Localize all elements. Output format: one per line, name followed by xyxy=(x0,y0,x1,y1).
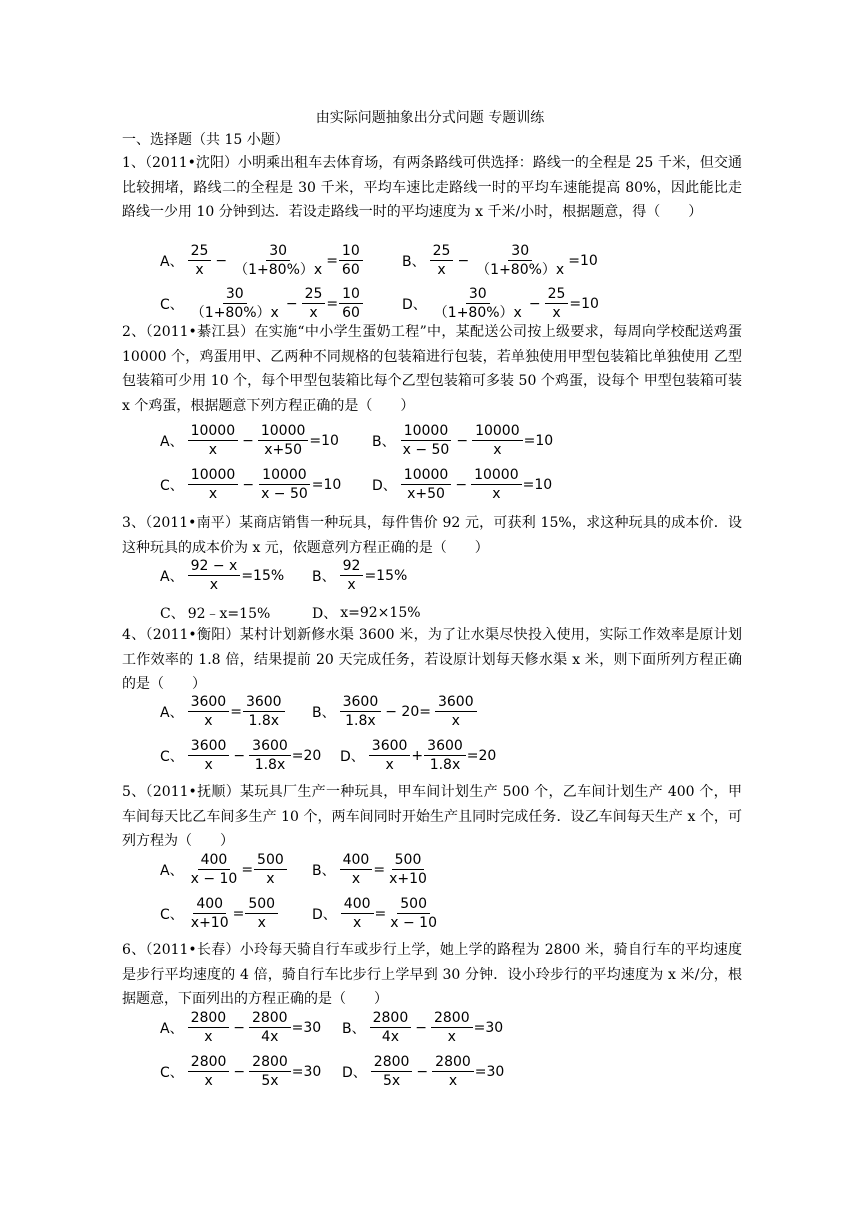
fraction-numerator: 25 xyxy=(188,243,212,261)
fraction xyxy=(188,243,212,278)
math-text: = xyxy=(241,861,254,878)
fraction xyxy=(340,852,373,887)
math-text: =20 xyxy=(291,747,322,764)
math-text: = xyxy=(374,905,387,922)
fraction xyxy=(245,896,278,931)
math-text: C、 xyxy=(160,606,185,622)
math-text: x=92×15% xyxy=(340,605,421,621)
fraction-numerator: 2800 xyxy=(371,1054,413,1072)
fraction-numerator: 400 xyxy=(340,852,373,870)
fraction xyxy=(371,1054,413,1089)
q6-option-a[interactable] xyxy=(160,1010,321,1045)
fraction xyxy=(188,738,230,773)
fraction xyxy=(188,467,239,502)
fraction-numerator: 30 xyxy=(466,286,490,304)
math-text: B、 xyxy=(402,253,426,270)
math-text: =30 xyxy=(291,1019,322,1036)
fraction-denominator: x − 50 xyxy=(402,442,450,458)
q6-option-c[interactable] xyxy=(160,1054,321,1089)
fraction xyxy=(430,243,454,278)
fraction-numerator: 2800 xyxy=(432,1054,474,1072)
fraction xyxy=(435,694,477,729)
fraction xyxy=(249,738,291,773)
fraction-denominator: x xyxy=(195,262,204,278)
fraction-numerator: 30 xyxy=(266,243,290,261)
question-3-text: 3、（2011•南平）某商店销售一种玩具，每件售价 92 元，可获利 15%，求这种玩具的成本价．设这种玩具的成本价为 x 元，依题意列方程正确的是（ ） xyxy=(122,515,742,556)
math-text: C、 xyxy=(160,296,184,313)
fraction-denominator: 60 xyxy=(341,262,360,278)
math-text: =10 xyxy=(309,432,339,449)
math-text: C、 xyxy=(160,477,184,494)
fraction-numerator: 3600 xyxy=(188,738,230,756)
fraction-denominator: x xyxy=(351,871,361,887)
fraction-numerator: 10000 xyxy=(259,467,310,485)
question-4-text: 4、（2011•衡阳）某村计划新修水渠 3600 米，为了让水渠尽快投入使用，实际工作效率是原计划工作效率的 1.8 倍，结果提前 20 天完成任务，若设原计划每天修水渠 x 米，则下面所列方程正确的是（ ） xyxy=(122,627,742,692)
q3-option-c[interactable] xyxy=(160,603,270,623)
fraction-denominator: 4x xyxy=(381,1029,400,1045)
math-text: − xyxy=(242,476,255,493)
fraction-numerator: 2800 xyxy=(431,1010,473,1028)
document-title: 由实际问题抽象出分式问题 专题训练 xyxy=(315,110,545,126)
math-text: − xyxy=(416,1063,429,1080)
fraction-denominator: x xyxy=(208,442,217,458)
fraction-denominator: x+50 xyxy=(407,486,445,502)
math-text: C、 xyxy=(160,748,184,765)
math-text: =10 xyxy=(311,476,342,493)
math-text: B、 xyxy=(312,862,336,879)
fraction xyxy=(188,852,241,887)
fraction-denominator: x xyxy=(385,757,394,773)
math-text: =30 xyxy=(474,1063,505,1080)
fraction-numerator: 2800 xyxy=(249,1054,291,1072)
fraction xyxy=(188,558,241,593)
fraction-denominator: x xyxy=(437,262,446,278)
fraction-denominator: x xyxy=(257,915,266,931)
fraction-numerator: 92 xyxy=(340,558,364,576)
q1-option-a[interactable] xyxy=(160,243,364,278)
math-text: A、 xyxy=(160,1020,184,1037)
question-2-text: 2、（2011•綦江县）在实施“中小学生蛋奶工程”中，某配送公司按上级要求，每周向学校配送鸡蛋 10000 个，鸡蛋用甲、乙两种不同规格的包装箱进行包装，若单独使用甲型包装箱比单独使用 乙型包装箱可少用 10 个，每个甲型包装箱比每个乙型包装箱可多装 50 个鸡蛋，设每个 甲型包装箱可装 x 个鸡蛋，根据题意下列方程正确的是（ ） xyxy=(122,324,742,414)
fraction xyxy=(188,423,239,458)
fraction-numerator: 500 xyxy=(392,852,425,870)
q3-option-d[interactable] xyxy=(312,603,421,623)
fraction-numerator: 10000 xyxy=(188,467,239,485)
fraction xyxy=(387,896,440,931)
fraction xyxy=(545,286,569,321)
fraction-numerator: 10000 xyxy=(401,423,452,441)
fraction-denominator: （1+80%）x xyxy=(476,262,565,278)
fraction-numerator: 400 xyxy=(193,896,226,914)
fraction-denominator: x xyxy=(204,713,213,729)
q2-option-d[interactable] xyxy=(372,467,552,502)
fraction-denominator: x xyxy=(451,713,460,729)
fraction-denominator: x − 10 xyxy=(190,871,238,887)
fraction xyxy=(370,1010,412,1045)
fraction xyxy=(340,558,364,593)
fraction-numerator: 3600 xyxy=(243,694,285,712)
q1-option-b[interactable] xyxy=(402,243,598,278)
math-text: − xyxy=(415,1019,427,1036)
fraction-numerator: 500 xyxy=(397,896,430,914)
fraction-denominator: x xyxy=(447,1029,456,1045)
fraction-denominator: x xyxy=(204,1029,213,1045)
question-1-text: 1、（2011•沈阳）小明乘出租车去体育场，有两条路线可供选择：路线一的全程是 25 千米，但交通比较拥堵，路线二的全程是 30 千米，平均车速比走路线一时的平均车速能提高 80%，因此能比走路线一少用 10 分钟到达．若设走路线一时的平均速度为 x 千米/小时，根据题意，得（ ） xyxy=(122,155,742,220)
q4-option-d[interactable] xyxy=(340,738,496,773)
fraction xyxy=(188,286,282,321)
q4-option-c[interactable] xyxy=(160,738,321,773)
fraction-numerator: 10000 xyxy=(188,423,239,441)
q5-option-c[interactable] xyxy=(160,896,279,931)
fraction-numerator: 2800 xyxy=(370,1010,412,1028)
fraction-denominator: 1.8x xyxy=(248,713,280,729)
math-text: A、 xyxy=(160,433,184,450)
fraction-denominator: x xyxy=(204,1073,213,1089)
fraction xyxy=(339,286,363,321)
fraction-numerator: 30 xyxy=(508,243,532,261)
math-text: =30 xyxy=(291,1063,322,1080)
fraction-denominator: x xyxy=(208,486,218,502)
math-text: − xyxy=(455,476,468,493)
fraction-numerator: 500 xyxy=(245,896,278,914)
fraction xyxy=(401,467,452,502)
q2-option-b[interactable] xyxy=(372,423,553,458)
q3-option-b[interactable] xyxy=(312,558,407,593)
fraction-denominator: x xyxy=(209,577,219,593)
q1-option-c[interactable] xyxy=(160,286,364,321)
math-text: − xyxy=(215,252,228,269)
q5-option-a[interactable] xyxy=(160,852,288,887)
fraction xyxy=(473,243,567,278)
q2-option-c[interactable] xyxy=(160,467,341,502)
math-text: B、 xyxy=(312,568,336,585)
fraction-numerator: 3600 xyxy=(340,694,382,712)
fraction xyxy=(341,896,374,931)
fraction-denominator: （1+80%）x xyxy=(234,262,323,278)
fraction-denominator: x xyxy=(353,915,362,931)
fraction-denominator: x+10 xyxy=(190,915,229,931)
fraction-numerator: 3600 xyxy=(249,738,291,756)
math-text: B、 xyxy=(342,1020,366,1037)
math-text: =20 xyxy=(466,747,497,764)
math-text: − 20= xyxy=(385,703,431,720)
fraction xyxy=(432,1054,474,1089)
math-text: D、 xyxy=(402,296,427,313)
math-text: = xyxy=(232,905,245,922)
math-text: D、 xyxy=(312,606,338,622)
q1-option-d[interactable] xyxy=(402,286,599,321)
fraction-numerator: 3600 xyxy=(369,738,411,756)
fraction xyxy=(188,1054,230,1089)
fraction-numerator: 2800 xyxy=(188,1054,230,1072)
math-text: =30 xyxy=(473,1019,504,1036)
fraction-denominator: （1+80%）x xyxy=(433,305,522,321)
math-text: =10 xyxy=(523,432,554,449)
fraction-denominator: 1.8x xyxy=(345,713,376,729)
fraction-numerator: 2800 xyxy=(249,1010,291,1028)
q3-option-a[interactable] xyxy=(160,558,284,593)
fraction xyxy=(258,423,309,458)
fraction-denominator: 5x xyxy=(261,1073,279,1089)
math-text: B、 xyxy=(372,433,396,450)
q6-option-d[interactable] xyxy=(342,1054,504,1089)
fraction-numerator: 25 xyxy=(545,286,569,304)
q4-option-a[interactable] xyxy=(160,694,286,729)
math-text: − xyxy=(233,1019,245,1036)
fraction xyxy=(258,467,311,502)
math-text: = xyxy=(230,703,242,720)
fraction xyxy=(302,286,326,321)
fraction-numerator: 10000 xyxy=(472,423,523,441)
fraction xyxy=(386,852,430,887)
fraction-denominator: 4x xyxy=(261,1029,279,1045)
math-text: D、 xyxy=(312,906,337,923)
fraction-numerator: 10000 xyxy=(471,467,522,485)
q4-option-b[interactable] xyxy=(312,694,478,729)
math-text: A、 xyxy=(160,253,184,270)
fraction-numerator: 30 xyxy=(223,286,247,304)
fraction-denominator: 1.8x xyxy=(429,757,461,773)
math-text: A、 xyxy=(160,568,184,585)
fraction-denominator: x xyxy=(309,305,318,321)
math-text: = xyxy=(326,252,338,269)
fraction-numerator: 10 xyxy=(339,243,363,261)
q6-option-b[interactable] xyxy=(342,1010,503,1045)
fraction-numerator: 25 xyxy=(430,243,454,261)
math-text: = xyxy=(373,861,386,878)
math-text: =15% xyxy=(364,567,408,584)
fraction-denominator: x xyxy=(552,305,561,321)
fraction-denominator: x+50 xyxy=(264,442,303,458)
fraction xyxy=(369,738,411,773)
math-text: =10 xyxy=(568,252,598,269)
fraction xyxy=(249,1054,291,1089)
math-text: A、 xyxy=(160,704,184,721)
fraction xyxy=(249,1010,291,1045)
section-heading: 一、选择题（共 15 小题） xyxy=(122,132,289,148)
fraction xyxy=(243,694,285,729)
math-text: C、 xyxy=(160,906,184,923)
fraction-numerator: 3600 xyxy=(424,738,466,756)
math-text: − xyxy=(528,295,541,312)
math-text: A、 xyxy=(160,862,184,879)
fraction-denominator: 60 xyxy=(342,305,360,321)
fraction-numerator: 400 xyxy=(341,896,374,914)
fraction-numerator: 10000 xyxy=(258,423,309,441)
fraction xyxy=(231,243,325,278)
fraction xyxy=(431,1010,473,1045)
fraction-numerator: 400 xyxy=(198,852,231,870)
fraction xyxy=(188,694,230,729)
q5-option-d[interactable] xyxy=(312,896,441,931)
fraction-denominator: x xyxy=(266,871,275,887)
math-text: − xyxy=(457,252,470,269)
fraction xyxy=(340,694,382,729)
math-text: D、 xyxy=(340,748,365,765)
math-text: + xyxy=(411,747,424,764)
math-text: C、 xyxy=(160,1064,184,1081)
fraction-numerator: 3600 xyxy=(188,694,230,712)
math-text: − xyxy=(233,747,246,764)
fraction-denominator: x − 10 xyxy=(390,915,437,931)
fraction xyxy=(472,423,523,458)
fraction xyxy=(431,286,525,321)
fraction-denominator: x+10 xyxy=(389,871,427,887)
fraction-denominator: 1.8x xyxy=(254,757,286,773)
fraction xyxy=(188,896,232,931)
fraction-numerator: 10 xyxy=(339,286,363,304)
fraction-numerator: 500 xyxy=(254,852,287,870)
math-text: D、 xyxy=(342,1064,367,1081)
math-text: − xyxy=(233,1063,246,1080)
fraction-numerator: 92 − x xyxy=(188,558,241,576)
fraction-denominator: x − 50 xyxy=(261,486,308,502)
fraction-denominator: x xyxy=(493,442,502,458)
fraction xyxy=(339,243,363,278)
fraction-numerator: 3600 xyxy=(435,694,477,712)
fraction-denominator: x xyxy=(448,1073,458,1089)
fraction-denominator: 5x xyxy=(383,1073,401,1089)
math-text: =15% xyxy=(241,567,285,584)
fraction xyxy=(424,738,466,773)
math-text: − xyxy=(456,432,469,449)
question-6-text: 6、（2011•长春）小玲每天骑自行车或步行上学，她上学的路程为 2800 米，骑自行车的平均速度是步行平均速度的 4 倍，骑自行车比步行上学早到 30 分钟．设小玲步行的平均速度为 x 米/分，根据题意，下面列出的方程正确的是（ ） xyxy=(122,942,742,1007)
fraction-denominator: x xyxy=(347,577,356,593)
math-text: = xyxy=(326,295,339,312)
math-text: =10 xyxy=(569,295,599,312)
fraction xyxy=(471,467,522,502)
fraction-denominator: （1+80%）x xyxy=(190,305,279,321)
question-5-text: 5、（2011•抚顺）某玩具厂生产一种玩具，甲车间计划生产 500 个，乙车间计划生产 400 个，甲车间每天比乙车间多生产 10 个，两车间同时开始生产且同时完成任务．设乙车间每天生产 x 个，可列方程为（ ） xyxy=(122,784,742,849)
fraction-numerator: 25 xyxy=(302,286,326,304)
math-text: D、 xyxy=(372,477,397,494)
fraction-denominator: x xyxy=(204,757,213,773)
fraction xyxy=(188,1010,230,1045)
math-text: B、 xyxy=(312,704,336,721)
math-text: − xyxy=(242,432,254,449)
fraction-numerator: 10000 xyxy=(401,467,452,485)
fraction-denominator: x xyxy=(492,486,501,502)
math-text: 92﹣x=15% xyxy=(187,606,271,622)
q2-option-a[interactable] xyxy=(160,423,339,458)
fraction xyxy=(400,423,453,458)
q5-option-b[interactable] xyxy=(312,852,431,887)
math-text: =10 xyxy=(522,476,553,493)
fraction xyxy=(254,852,287,887)
fraction-numerator: 2800 xyxy=(188,1010,230,1028)
math-text: − xyxy=(285,295,298,312)
